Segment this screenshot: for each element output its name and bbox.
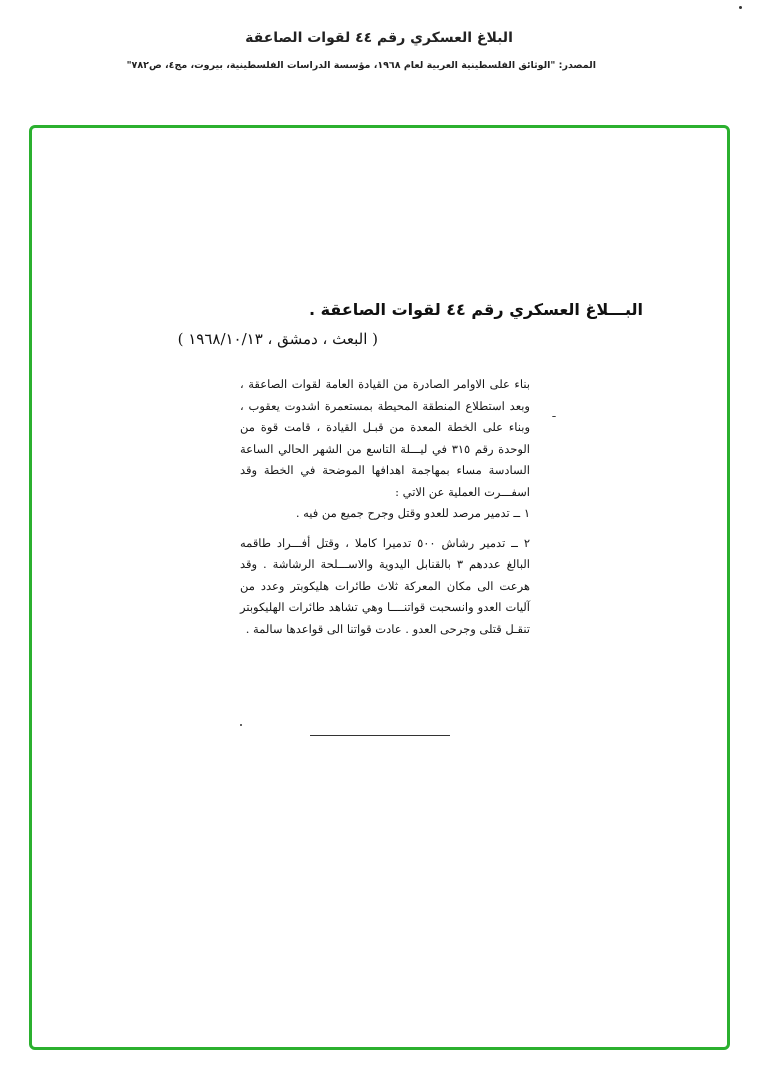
document-title: البـــلاغ العسكري رقم ٤٤ لقوات الصاعقة . <box>308 300 643 319</box>
closing-rule <box>310 735 450 736</box>
scan-speck <box>552 416 556 417</box>
page-header-title: البلاغ العسكري رقم ٤٤ لقوات الصاعقة <box>245 30 513 46</box>
document-body <box>240 374 530 640</box>
point-1: ١ ــ تدمير مرصد للعدو وقتل وجرح جميع من فيه . <box>295 506 530 520</box>
scan-speck <box>240 724 242 726</box>
document-subtitle: ( البعث ، دمشق ، ١٩٦٨/١٠/١٣ ) <box>177 330 378 348</box>
point-2: ٢ ــ تدمير رشاش ٥٠٠ تدميرا كاملا ، وقتل أفـــراد طاقمه البالغ عددهم ٣ بالقنابل اليدوية والاســـلحة الرشاشة . وقد هرعت الى مكان المعركة ثلاث طائرات هليكوبتر وعدد من آليات العدو وانسحبت قواتنــــا وهي تشاهد طائرات الهليكوبتر تنقـل قتلى وجرحى العدو . عادت قواتنا الى قواعدها سالمة . <box>240 535 530 636</box>
scan-speck <box>739 6 742 9</box>
intro-paragraph: بناء على الاوامر الصادرة من القيادة العامة لقوات الصاعقة ، وبعد استطلاع المنطقة المحيطة بمستعمرة اشدوت يعقوب ، وبناء على الخطة المعدة من قبـل القيادة ، قامت قوة من الوحدة رقم ٣١٥ في ليـــلة التاسع من الشهر الحالي الساعة السادسة مساء بمهاجمة اهدافها الموضحة في الخطة وقد اسفـــرت العملية عن الاتي : <box>240 377 530 499</box>
source-citation: المصدر: "الوثائق الفلسطينية العربية لعام ١٩٦٨، مؤسسة الدراسات الفلسطينية، بيروت، مج٤، ص٧٨٢" <box>126 60 596 71</box>
